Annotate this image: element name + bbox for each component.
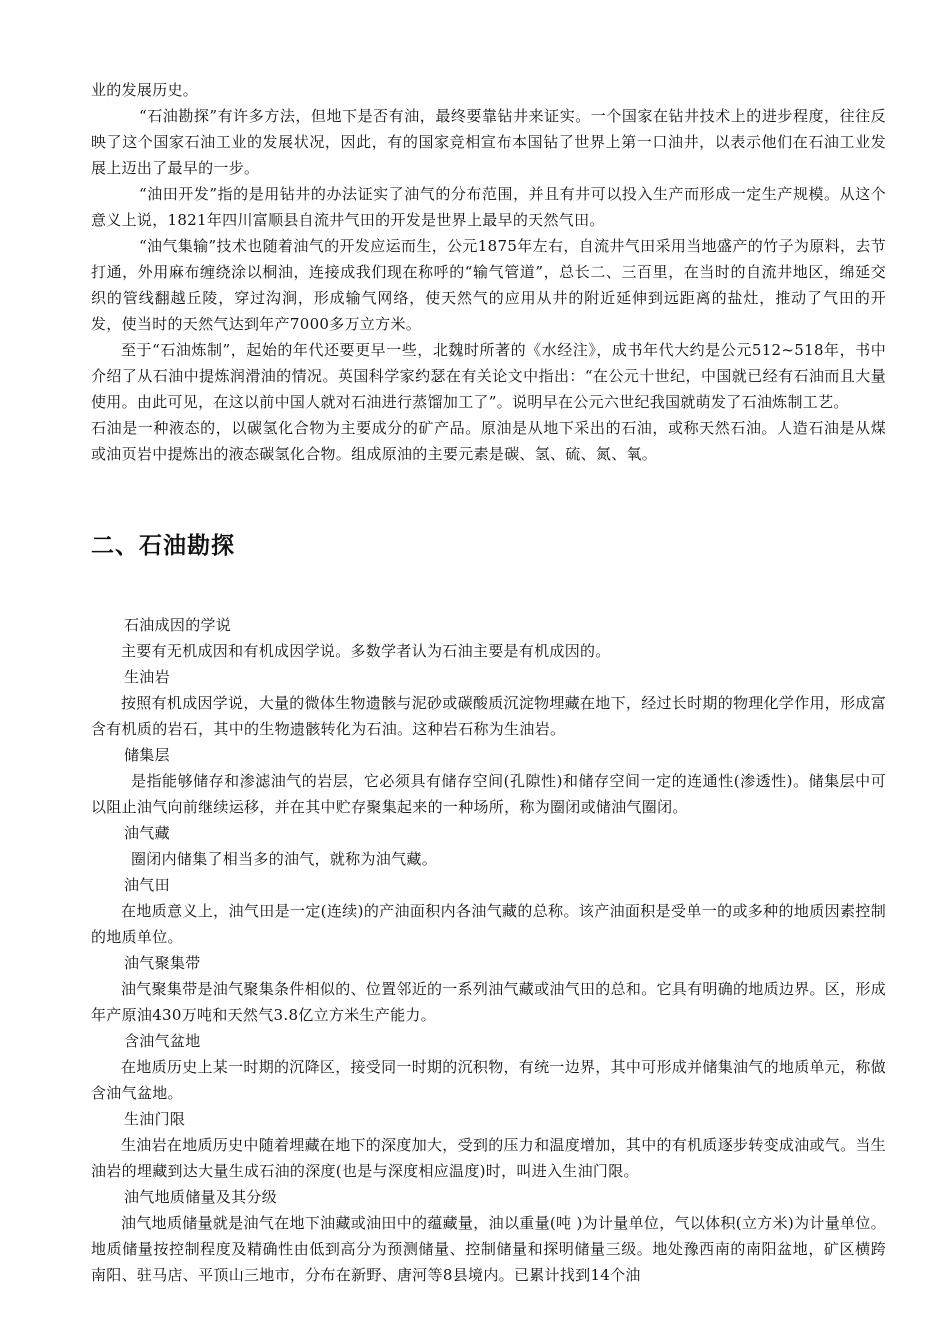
intro-paragraph-development: “油田开发”指的是用钻井的办法证实了油气的分布范围，并且有井可以投入生产而形成一定生产规模。从这个意义上说，1821年四川富顺县自流井气田的开发是世界上最早的天然气田。: [91, 185, 886, 229]
term-description: 主要有无机成因和有机成因学说。多数学者认为石油主要是有机成因的。: [121, 642, 611, 660]
intro-paragraph-gathering: “油气集输”技术也随着油气的开发应运而生，公元1875年左右，自流井气田采用当地盛产的竹子为原料，去节打通，外用麻布缠绕涂以桐油，连接成我们现在称呼的“输气管道”，总长二、三百里，在当时的自流井地区，绵延交织的管线翻越丘陵，穿过沟涧，形成输气网络，使天然气的应用从井的附近延伸到远距离的盐灶，推动了气田的开发，使当时的天然气达到年产7000多万立方米。: [91, 237, 886, 333]
intro-section: [91, 77, 886, 467]
term-title: 生油门限: [124, 1110, 186, 1128]
term-title: 油气地质储量及其分级: [124, 1188, 278, 1206]
term-description: 是指能够储存和渗滤油气的岩层，它必须具有储存空间(孔隙性)和储存空间一定的连通性(渗透性)。储集层中可以阻止油气向前继续运移，并在其中贮存聚集起来的一种场所，称为圈闭或储油气圈闭。: [91, 772, 886, 816]
intro-paragraph-refining: 至于“石油炼制”，起始的年代还要更早一些，北魏时所著的《水经注》，成书年代大约是公元512~518年，书中介绍了从石油中提炼润滑油的情况。英国科学家约瑟在有关论文中指出：“在公元十世纪，中国就已经有石油而且大量使用。由此可见，在这以前中国人就对石油进行蒸馏加工了”。说明早在公元六世纪我国就萌发了石油炼制工艺。: [91, 341, 886, 411]
term-title: 含油气盆地: [124, 1032, 201, 1050]
term-title: 油气聚集带: [124, 954, 201, 972]
term-description: 圈闭内储集了相当多的油气，就称为油气藏。: [131, 850, 438, 868]
term-description: 按照有机成因学说，大量的微体生物遗骸与泥砂或碳酸质沉淀物埋藏在地下，经过长时期的物理化学作用，形成富含有机质的岩石，其中的生物遗骸转化为石油。这种岩石称为生油岩。: [91, 694, 887, 738]
term-description: 在地质意义上，油气田是一定(连续)的产油面积内各油气藏的总称。该产油面积是受单一的或多种的地质因素控制的地质单位。: [91, 902, 886, 946]
term-title: 油气藏: [124, 824, 170, 842]
term-description: 生油岩在地质历史中随着埋藏在地下的深度加大，受到的压力和温度增加，其中的有机质逐步转变成油或气。当生油岩的埋藏到达大量生成石油的深度(也是与深度相应温度)时，叫进入生油门限。: [91, 1136, 887, 1180]
term-description: 在地质历史上某一时期的沉降区，接受同一时期的沉积物，有统一边界，其中可形成并储集油气的地质单元，称做含油气盆地。: [91, 1058, 887, 1102]
term-description: 油气聚集带是油气聚集条件相似的、位置邻近的一系列油气藏或油气田的总和。它具有明确的地质边界。区，形成年产原油430万吨和天然气3.8亿立方米生产能力。: [91, 980, 887, 1024]
term-description: 油气地质储量就是油气在地下油藏或油田中的蕴藏量，油以重量(吨 )为计量单位，气以体积(立方米)为计量单位。地质储量按控制程度及精确性由低到高分为预测储量、控制储量和探明储量三级。地处豫西南的南阳盆地，矿区横跨南阳、驻马店、平顶山三地市，分布在新野、唐河等8县境内。已累计找到14个油: [91, 1214, 886, 1284]
term-title: 生油岩: [124, 668, 170, 686]
term-title: 石油成因的学说: [124, 616, 232, 634]
intro-paragraph-continued: 业的发展历史。: [91, 81, 199, 99]
term-title: 储集层: [124, 746, 170, 764]
intro-paragraph-exploration: “石油勘探”有许多方法，但地下是否有油，最终要靠钻井来证实。一个国家在钻井技术上的进步程度，往往反映了这个国家石油工业的发展状况，因此，有的国家竞相宣布本国钻了世界上第一口油井，以表示他们在石油工业发展上迈出了最早的一步。: [91, 107, 886, 177]
exploration-section: [91, 612, 886, 1288]
section-heading: 二、石油勘探: [91, 533, 235, 559]
intro-paragraph-definition: 石油是一种液态的，以碳氢化合物为主要成分的矿产品。原油是从地下采出的石油，或称天然石油。人造石油是从煤或油页岩中提炼出的液态碳氢化合物。组成原油的主要元素是碳、氢、硫、氮、氧。: [91, 419, 886, 463]
term-title: 油气田: [124, 876, 170, 894]
